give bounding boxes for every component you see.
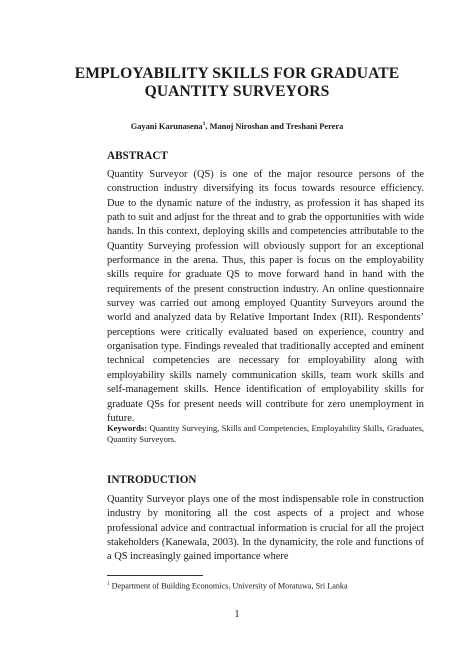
abstract-heading: ABSTRACT [107,150,168,162]
footnote-rule [107,575,203,576]
abstract-body: Quantity Surveyor (QS) is one of the major resource persons of the construction industry diversifying its focus towards resource efficiency. Due to the dynamic nature of the industry, as profession it has shaped its path to suit and adjust for the threat and to grab the opportunities with wide hands. In this context, deploying skills and competencies attributable to the Quantity Surveying profession will obviously support for an exceptional performance in the arena. Thus, this paper is focus on the employability skills require for graduate QS to move forward hand in hand with the requirements of the present construction industry. An online questionnaire survey was carried out among employed Quantity Surveyors around the world and analyzed data by Relative Important Index (RII). Respondents’ perceptions were critically evaluated based on experience, country and organisation type. Findings revealed that traditionally accepted and eminent technical competencies are necessary for employability along with employability skills namely communication skills, team work skills and self-management skills. Hence identification of employability skills for graduate QSs for present needs will contribute for zero unemployment in future. [107,169,424,424]
paper-title [60,65,414,100]
author-rest: , Manoj Niroshan and Treshani Perera [205,121,344,131]
introduction-heading: INTRODUCTION [107,474,197,486]
keywords [107,423,424,445]
keywords-label: Keywords: [107,423,148,433]
introduction-body: Quantity Surveyor plays one of the most indispensable role in construction industry by monitoring all the cost aspects of a project and whose professional advice and contractual information is crucial for all the project stakeholders (Kanewala, 2003). In the dynamicity, the role and functions of a QS increasingly gained importance where [107,494,424,563]
page-number: 1 [234,609,240,620]
footnote [107,579,348,592]
footnote-mark: 1 [107,581,110,587]
author-list [60,119,414,132]
author-affiliation-mark: 1 [202,121,206,127]
title-line-2: QUANTITY SURVEYORS [144,82,330,100]
title-line-1: EMPLOYABILITY SKILLS FOR GRADUATE [74,65,400,82]
author-first: Gayani Karunasena [130,121,203,131]
keywords-text: Quantity Surveying, Skills and Competencies, Employability Skills, Graduates, Quantity Surveyors. [107,423,424,445]
footnote-text: Department of Building Economics, University of Moratuwa, Sri Lanka [109,581,348,591]
